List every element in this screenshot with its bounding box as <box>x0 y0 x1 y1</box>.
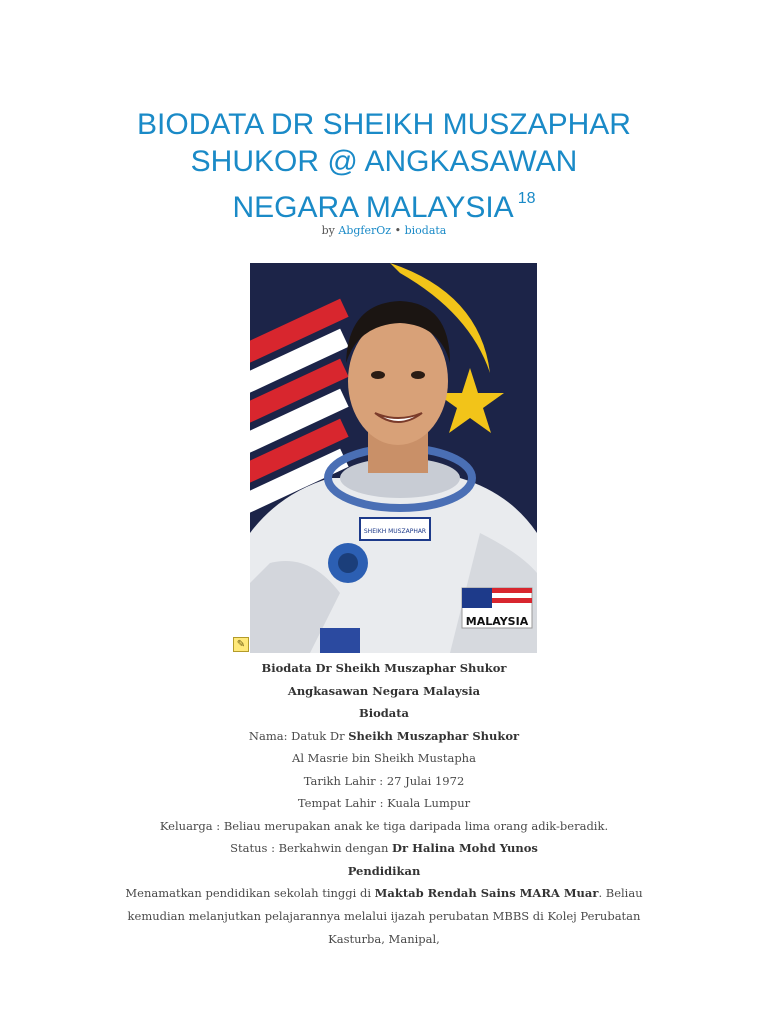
tarikh-lahir: Tarikh Lahir : 27 Julai 1972 <box>303 773 465 788</box>
title-line-1: BIODATA DR SHEIKH MUSZAPHAR <box>137 108 631 141</box>
para-end: . Beliau kemudian melanjutkan pelajarannya melalui ijazah perubatan MBBS di Kolej Perubatan Kasturba, Manipal, <box>127 886 643 946</box>
article-body <box>100 657 668 951</box>
keluarga: Keluarga : Beliau merupakan anak ke tiga daripada lima orang adik-beradik. <box>159 818 609 833</box>
status-line <box>100 837 668 860</box>
byline-separator: • <box>394 224 402 237</box>
portrait-illustration <box>250 263 537 653</box>
nama-line <box>100 725 668 748</box>
para-school: Maktab Rendah Sains MARA Muar <box>374 886 599 900</box>
heading-biodata-name: Biodata Dr Sheikh Muszaphar Shukor <box>261 661 507 675</box>
malaysia-patch-text: MALAYSIA <box>465 615 529 628</box>
nama-value: Sheikh Muszaphar Shukor <box>348 728 520 743</box>
title-line-2: SHUKOR @ ANGKASAWAN <box>190 145 578 178</box>
page-title <box>100 106 668 226</box>
title-count: 18 <box>517 190 536 207</box>
heading-pendidikan: Pendidikan <box>347 863 421 878</box>
edit-icon[interactable]: ✎ <box>233 637 249 652</box>
status-value: Dr Halina Mohd Yunos <box>392 841 538 855</box>
category-link[interactable]: biodata <box>404 224 447 237</box>
byline <box>0 224 768 237</box>
para-start: Menamatkan pendidikan sekolah tinggi di <box>125 886 372 900</box>
portrait-photo <box>250 263 537 653</box>
title-line-3: NEGARA MALAYSIA <box>232 191 514 224</box>
status-label: Status : Berkahwin dengan <box>230 841 389 855</box>
heading-angkasawan: Angkasawan Negara Malaysia <box>287 683 481 698</box>
byline-prefix: by <box>321 224 335 237</box>
nama-continuation: Al Masrie bin Sheikh Mustapha <box>292 751 476 765</box>
tempat-lahir: Tempat Lahir : Kuala Lumpur <box>297 796 471 810</box>
suit-name-tag: SHEIKH MUSZAPHAR <box>363 528 427 535</box>
nama-label: Nama: Datuk Dr <box>248 728 345 743</box>
pendidikan-paragraph <box>100 882 668 951</box>
heading-biodata: Biodata <box>358 706 409 720</box>
author-link[interactable]: AbgferOz <box>338 224 392 237</box>
